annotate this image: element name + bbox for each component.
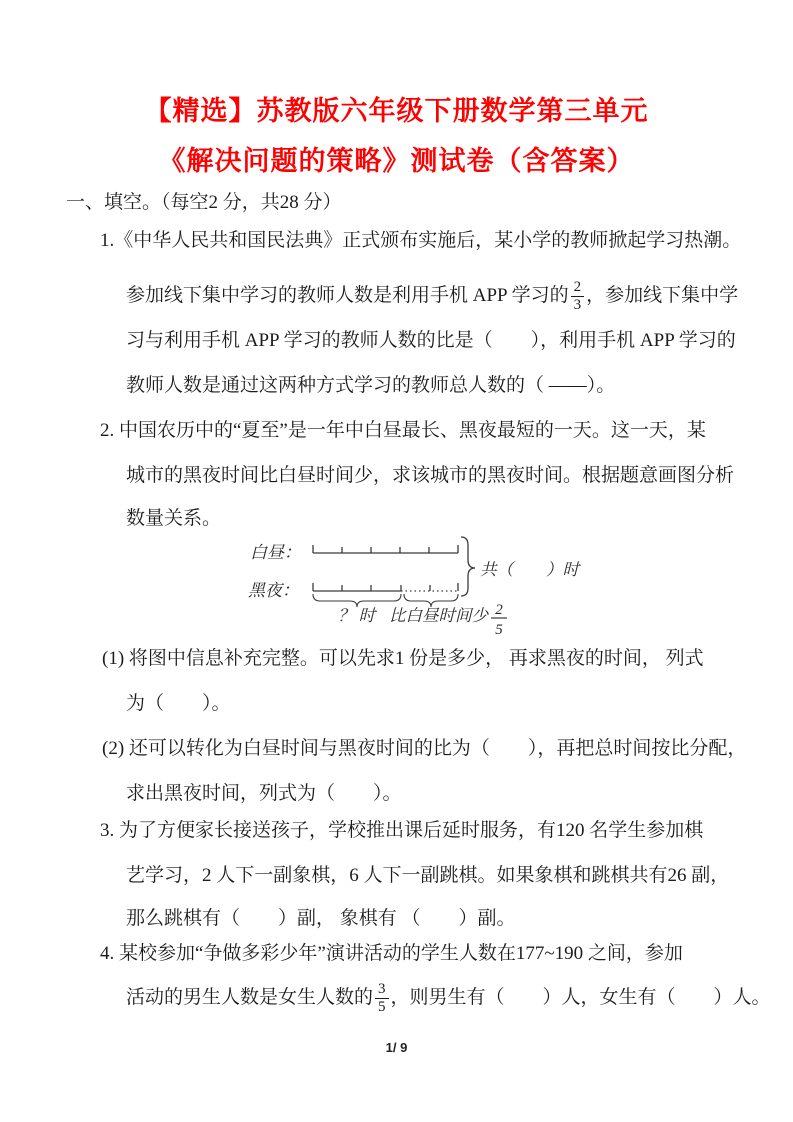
title-line-2: 《解决问题的策略》测试卷（含答案）	[158, 146, 635, 176]
q3-line-3: 那么跳棋有（ ）副， 象棋有 （ ）副。	[126, 908, 516, 929]
less-fraction-numerator: 2	[495, 602, 503, 618]
q4-line-2-pre: 活动的男生人数是女生人数的	[126, 987, 374, 1008]
q2-line-1: 2. 中国农历中的“夏至”是一年中白昼最长、黑夜最短的一天。这一天，某	[100, 420, 706, 441]
night-bar-dotted-ticks	[430, 583, 458, 591]
q2-sub2-line-1: (2) 还可以转化为白昼时间与黑夜时间的比为（ ），再把总时间按比分配，	[102, 738, 747, 759]
day-bar	[313, 545, 458, 553]
total-brace	[461, 537, 475, 596]
fraction-three-fifths	[375, 981, 389, 1016]
title-line-1: 【精选】苏教版六年级下册数学第三单元	[144, 96, 649, 126]
fraction-numerator: 2	[571, 279, 585, 297]
q2-sub2-line-2: 求出黑夜时间，列式为（ ）。	[126, 783, 402, 804]
fraction-two-thirds	[571, 279, 585, 314]
fraction-denominator: 5	[378, 998, 386, 1015]
q2-line-3: 数量关系。	[126, 508, 222, 529]
q2-line-2: 城市的黑夜时间比白昼时间少，求该城市的黑夜时间。根据题意画图分析	[126, 465, 735, 486]
q3-line-1: 3. 为了方便家长接送孩子，学校推出课后延时服务，有120 名学生参加棋	[100, 820, 704, 841]
less-fraction-denominator: 5	[495, 622, 503, 638]
q4-line-2-post: ，则男生有（ ）人，女生有（ ）人。	[390, 987, 771, 1008]
total-label: 共（ ）时	[480, 560, 579, 579]
q1-line-4: 教师人数是通过这两种方式学习的教师总人数的（ ——）。	[126, 375, 616, 396]
q4-line-1: 4. 某校参加“争做多彩少年”演讲活动的学生人数在177~190 之间，参加	[100, 943, 683, 964]
less-label: 比白昼时间少	[389, 606, 488, 625]
q2-sub1-line-2: 为（ ）。	[126, 693, 231, 714]
q3-line-2: 艺学习，2 人下一副象棋，6 人下一副跳棋。如果象棋和跳棋共有26 副，	[126, 865, 730, 886]
q1-line-3: 习与利用手机 APP 学习的教师人数的比是（ ），利用手机 APP 学习的	[126, 330, 736, 351]
q1-line-2-post: ，参加线下集中学	[586, 285, 739, 306]
q1-line-1: 1.《中华人民共和国民法典》正式颁布实施后，某小学的教师掀起学习热潮。	[100, 230, 742, 251]
day-label: 白昼：	[250, 543, 301, 562]
page-number: 1/ 9	[385, 1040, 408, 1055]
fraction-denominator: 3	[573, 296, 582, 313]
document-title	[0, 86, 793, 186]
section-1-heading: 一、填空。（每空2 分，共28 分）	[66, 192, 342, 213]
night-label: 黑夜：	[248, 581, 299, 600]
q1-line-2	[126, 270, 738, 322]
bar-diagram	[246, 524, 586, 640]
q2-sub1-line-1: (1) 将图中信息补充完整。可以先求1 份是多少， 再求黑夜的时间， 列式	[102, 648, 704, 669]
night-bar-solid	[313, 583, 401, 591]
q4-line-2	[126, 972, 771, 1024]
q1-line-2-pre: 参加线下集中学习的教师人数是利用手机 APP 学习的	[126, 285, 569, 306]
fraction-numerator: 3	[375, 981, 389, 999]
unknown-part-label: ？ 时	[338, 606, 376, 625]
